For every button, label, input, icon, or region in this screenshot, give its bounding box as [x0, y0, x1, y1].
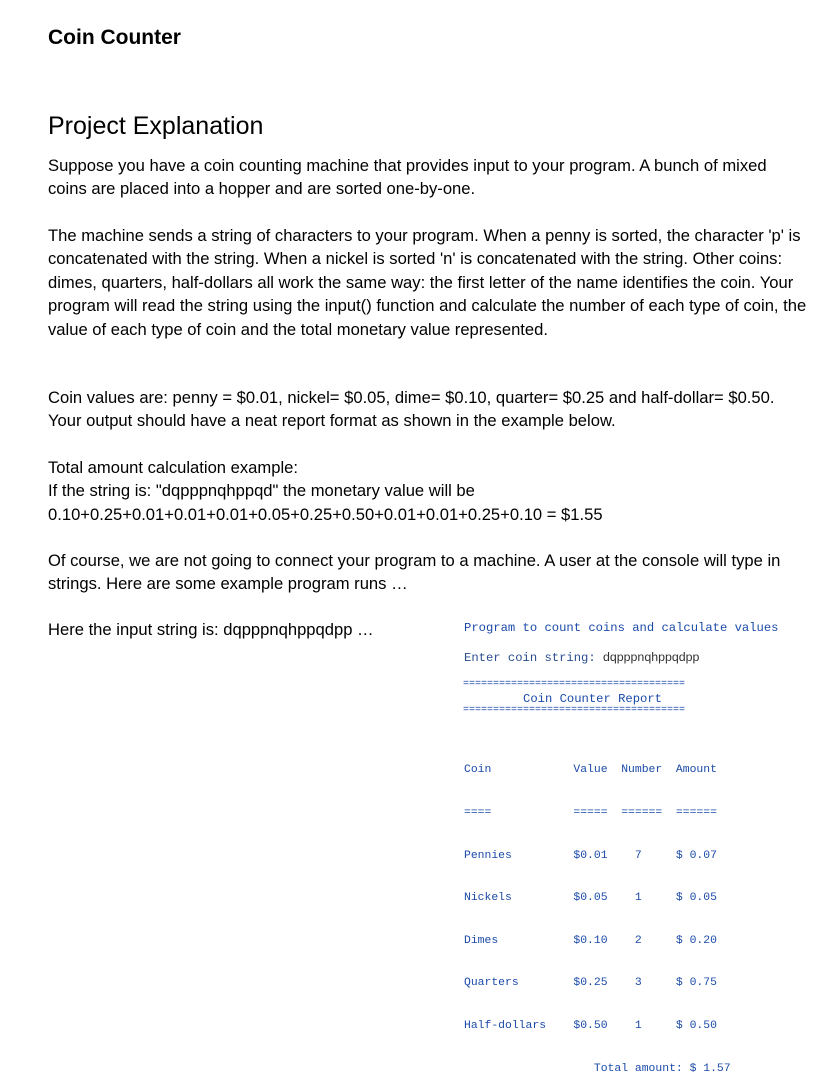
report-table — [464, 735, 731, 1090]
report-row: Pennies $0.01 7 $ 0.07 — [464, 849, 717, 862]
calc-example-sum: 0.10+0.25+0.01+0.01+0.01+0.05+0.25+0.50+0.01+0.01+0.25+0.10 = $1.55 — [48, 504, 603, 524]
document-title: Coin Counter — [48, 26, 181, 49]
report-header: Coin Value Number Amount — [464, 764, 717, 777]
report-row: Quarters $0.25 3 $ 0.75 — [464, 977, 717, 990]
report-header-underline: ==== ===== ====== ====== — [464, 807, 717, 819]
console-intro-line: Program to count coins and calculate values — [464, 621, 779, 635]
report-rule-bottom: ===================================== — [463, 705, 686, 716]
paragraph-calculation-example — [48, 456, 808, 526]
report-row: Half-dollars $0.50 1 $ 0.50 — [464, 1019, 717, 1032]
section-heading: Project Explanation — [48, 112, 264, 140]
paragraph-machine: The machine sends a string of characters to your program. When a penny is sorted, the character 'p' is concatenated with the string. When a nickel is sorted 'n' is concatenated with the string. Other coins: dimes, quarters, half-dollars all work the same way: the first letter of the name identifies the coin. Your program will read the string using the input() function and calculate the number of each type of coin, the value of each type of coin and the total monetary value represented. — [48, 226, 807, 339]
paragraph-console: Of course, we are not going to connect your program to a machine. A user at the console will type in strings. Here are some example program runs … — [48, 551, 781, 594]
calc-example-heading: Total amount calculation example: — [48, 458, 298, 477]
console-prompt: Enter coin string: — [464, 651, 603, 665]
report-row: Nickels $0.05 1 $ 0.05 — [464, 892, 717, 905]
report-total: Total amount: $ 1.57 — [464, 1062, 731, 1075]
console-prompt-line — [464, 650, 699, 665]
report-title: Coin Counter Report — [523, 692, 662, 706]
console-entered-string: dqpppnqhppqdpp — [602, 650, 700, 664]
report-row: Dimes $0.10 2 $ 0.20 — [464, 934, 717, 947]
paragraph-coin-values: Coin values are: penny = $0.01, nickel= $0.05, dime= $0.10, quarter= $0.25 and half-dollar= $0.50. Your output should have a neat report format as shown in the example below. — [48, 388, 775, 431]
calc-example-string: If the string is: "dqpppnqhppqd" the monetary value will be — [48, 481, 475, 501]
paragraph-intro: Suppose you have a coin counting machine that provides input to your program. A bunch of mixed coins are placed into a hopper and are sorted one-by-one. — [48, 156, 767, 199]
example-input-label: Here the input string is: dqpppnqhppqdpp … — [48, 620, 374, 639]
report-rule-top: ===================================== — [463, 679, 686, 690]
